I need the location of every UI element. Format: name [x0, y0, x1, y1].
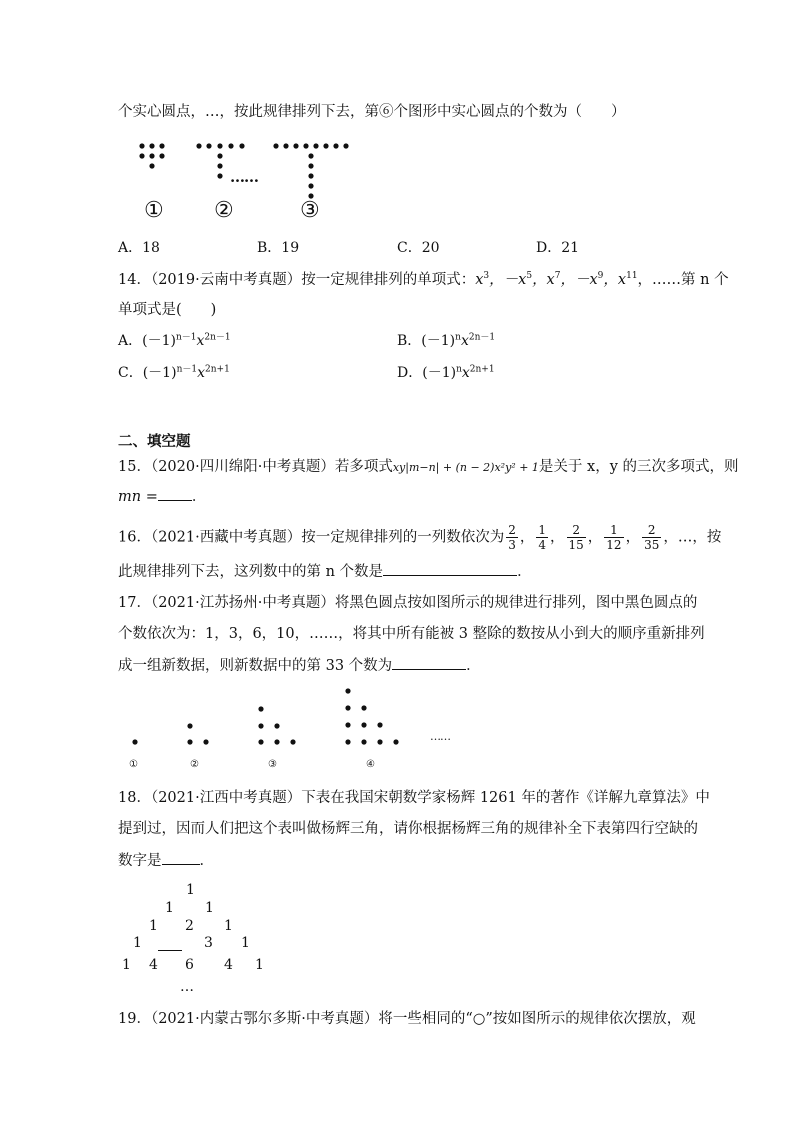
q16-frac-4: $\frac{1}{12}$	[606, 523, 622, 552]
q15-text: 15．（2020·四川绵阳·中考真题）若多项式xy|m−n| + (n − 2)x²y² + 1是关于 x，y 的三次多项式，则	[118, 459, 739, 475]
q15-answer-blank[interactable]	[158, 486, 192, 501]
q14-option-a: A．$(-1)^{n-1}x^{2n-1}$	[118, 332, 231, 349]
tri-r3-c2: 2	[185, 918, 194, 934]
q17-figure-1	[132, 739, 137, 744]
q13-fig-label-1: ①	[144, 198, 164, 223]
tri-r3-c3: 1	[224, 918, 233, 934]
q13-option-a: A．18	[118, 240, 160, 256]
q17-text-2: 个数依次为：1，3，6，10，……，将其中所有能被 3 整除的数按从小到大的顺序重新排列	[118, 626, 705, 642]
tri-r5-c4: 4	[224, 957, 233, 973]
tri-r1-c1: 1	[186, 882, 195, 898]
tri-r2-c1: 1	[165, 900, 174, 916]
tri-r4-c4: 1	[241, 935, 250, 951]
q17-fig-label-2: ②	[190, 759, 199, 770]
q13-figure-1	[139, 143, 164, 168]
tri-r4-c3: 3	[204, 935, 213, 951]
q16-frac-5: $\frac{2}{35}$	[644, 523, 660, 552]
section-title: 二、填空题	[118, 433, 191, 450]
q17-text-3: 成一组新数据，则新数据中的第 33 个数为 ．	[118, 655, 481, 676]
q17-fig-label-3: ③	[268, 759, 277, 770]
q13-fig-ellipsis: ……	[230, 168, 258, 186]
q18-text-2: 提到过，因而人们把这个表叫做杨辉三角，请你根据杨辉三角的规律补全下表第四行空缺的	[118, 821, 698, 837]
q13-option-c: C．20	[397, 240, 440, 256]
q17-text-1: 17．（2021·江苏扬州·中考真题）将黑色圆点按如图所示的规律进行排列，图中黑色圆点的	[118, 595, 698, 611]
q16-frac-3: $\frac{2}{15}$	[568, 523, 584, 552]
q13-fig-label-3: ③	[300, 198, 320, 223]
q17-fig-label-4: ④	[366, 759, 375, 770]
q16-frac-2: $\frac{1}{4}$	[538, 523, 546, 552]
q18-answer-blank[interactable]	[162, 850, 200, 865]
q14-text: 14．（2019·云南中考真题）按一定规律排列的单项式：$x^3$，$-x^5$，$x^7$，$-x^9$，$x^{11}$，……第 n 个	[118, 271, 729, 288]
tri-dots: …	[180, 979, 194, 995]
q13-fig-label-2: ②	[214, 198, 234, 223]
tri-r5-c1: 1	[122, 957, 131, 973]
q17-figure-2	[187, 723, 208, 744]
q16-frac-1: $\frac{2}{3}$	[508, 523, 516, 552]
q17-figure-3	[258, 706, 295, 744]
q15-text-2: mn = ．	[118, 486, 206, 507]
q14-option-b: B．$(-1)^nx^{2n-1}$	[397, 332, 496, 349]
tri-r2-c2: 1	[205, 900, 214, 916]
q13-text: 个实心圆点，…，按此规律排列下去，第⑥个图形中实心圆点的个数为（ ）	[118, 104, 626, 120]
tri-r4-c1: 1	[133, 935, 142, 951]
q18-text-3: 数字是 ．	[118, 850, 214, 871]
q14-option-d: D．$(-1)^nx^{2n+1}$	[397, 364, 495, 381]
q16-answer-blank[interactable]	[383, 561, 517, 576]
tri-r5-c2: 4	[149, 957, 158, 973]
q17-dot-figure	[124, 684, 444, 754]
q16-text: 16．（2021·西藏中考真题）按一定规律排列的一列数依次为 $\frac{2}{3}$ ， $\frac{1}{4}$ ， $\frac{2}{15}$ ， $\frac{1}{12}$ ， $\frac{2}{35}$ ，…，按	[118, 523, 722, 552]
q17-fig-label-1: ①	[129, 759, 138, 770]
q13-option-b: B．19	[257, 240, 300, 256]
q17-figure-4	[345, 688, 398, 744]
q14-text-2: 单项式是( )	[118, 302, 217, 318]
tri-r4-blank[interactable]	[158, 950, 182, 951]
tri-r5-c5: 1	[255, 957, 264, 973]
tri-r5-c3: 6	[185, 957, 194, 973]
q13-option-d: D．21	[536, 240, 580, 256]
q16-text-2: 此规律排列下去，这列数中的第 n 个数是 ．	[118, 561, 532, 582]
q19-text: 19．（2021·内蒙古鄂尔多斯·中考真题）将一些相同的“○”按如图所示的规律依次摆放，观	[118, 1011, 696, 1027]
q17-fig-ellipsis: ……	[430, 730, 450, 743]
q17-answer-blank[interactable]	[392, 655, 466, 670]
tri-r3-c1: 1	[149, 918, 158, 934]
q13-figure-3	[273, 143, 348, 198]
q13-dot-figure	[130, 138, 430, 218]
q14-option-c: C．$(-1)^{n-1}x^{2n+1}$	[118, 364, 230, 381]
q18-text-1: 18．（2021·江西中考真题）下表在我国宋朝数学家杨辉 1261 年的著作《详解九章算法》中	[118, 790, 710, 806]
